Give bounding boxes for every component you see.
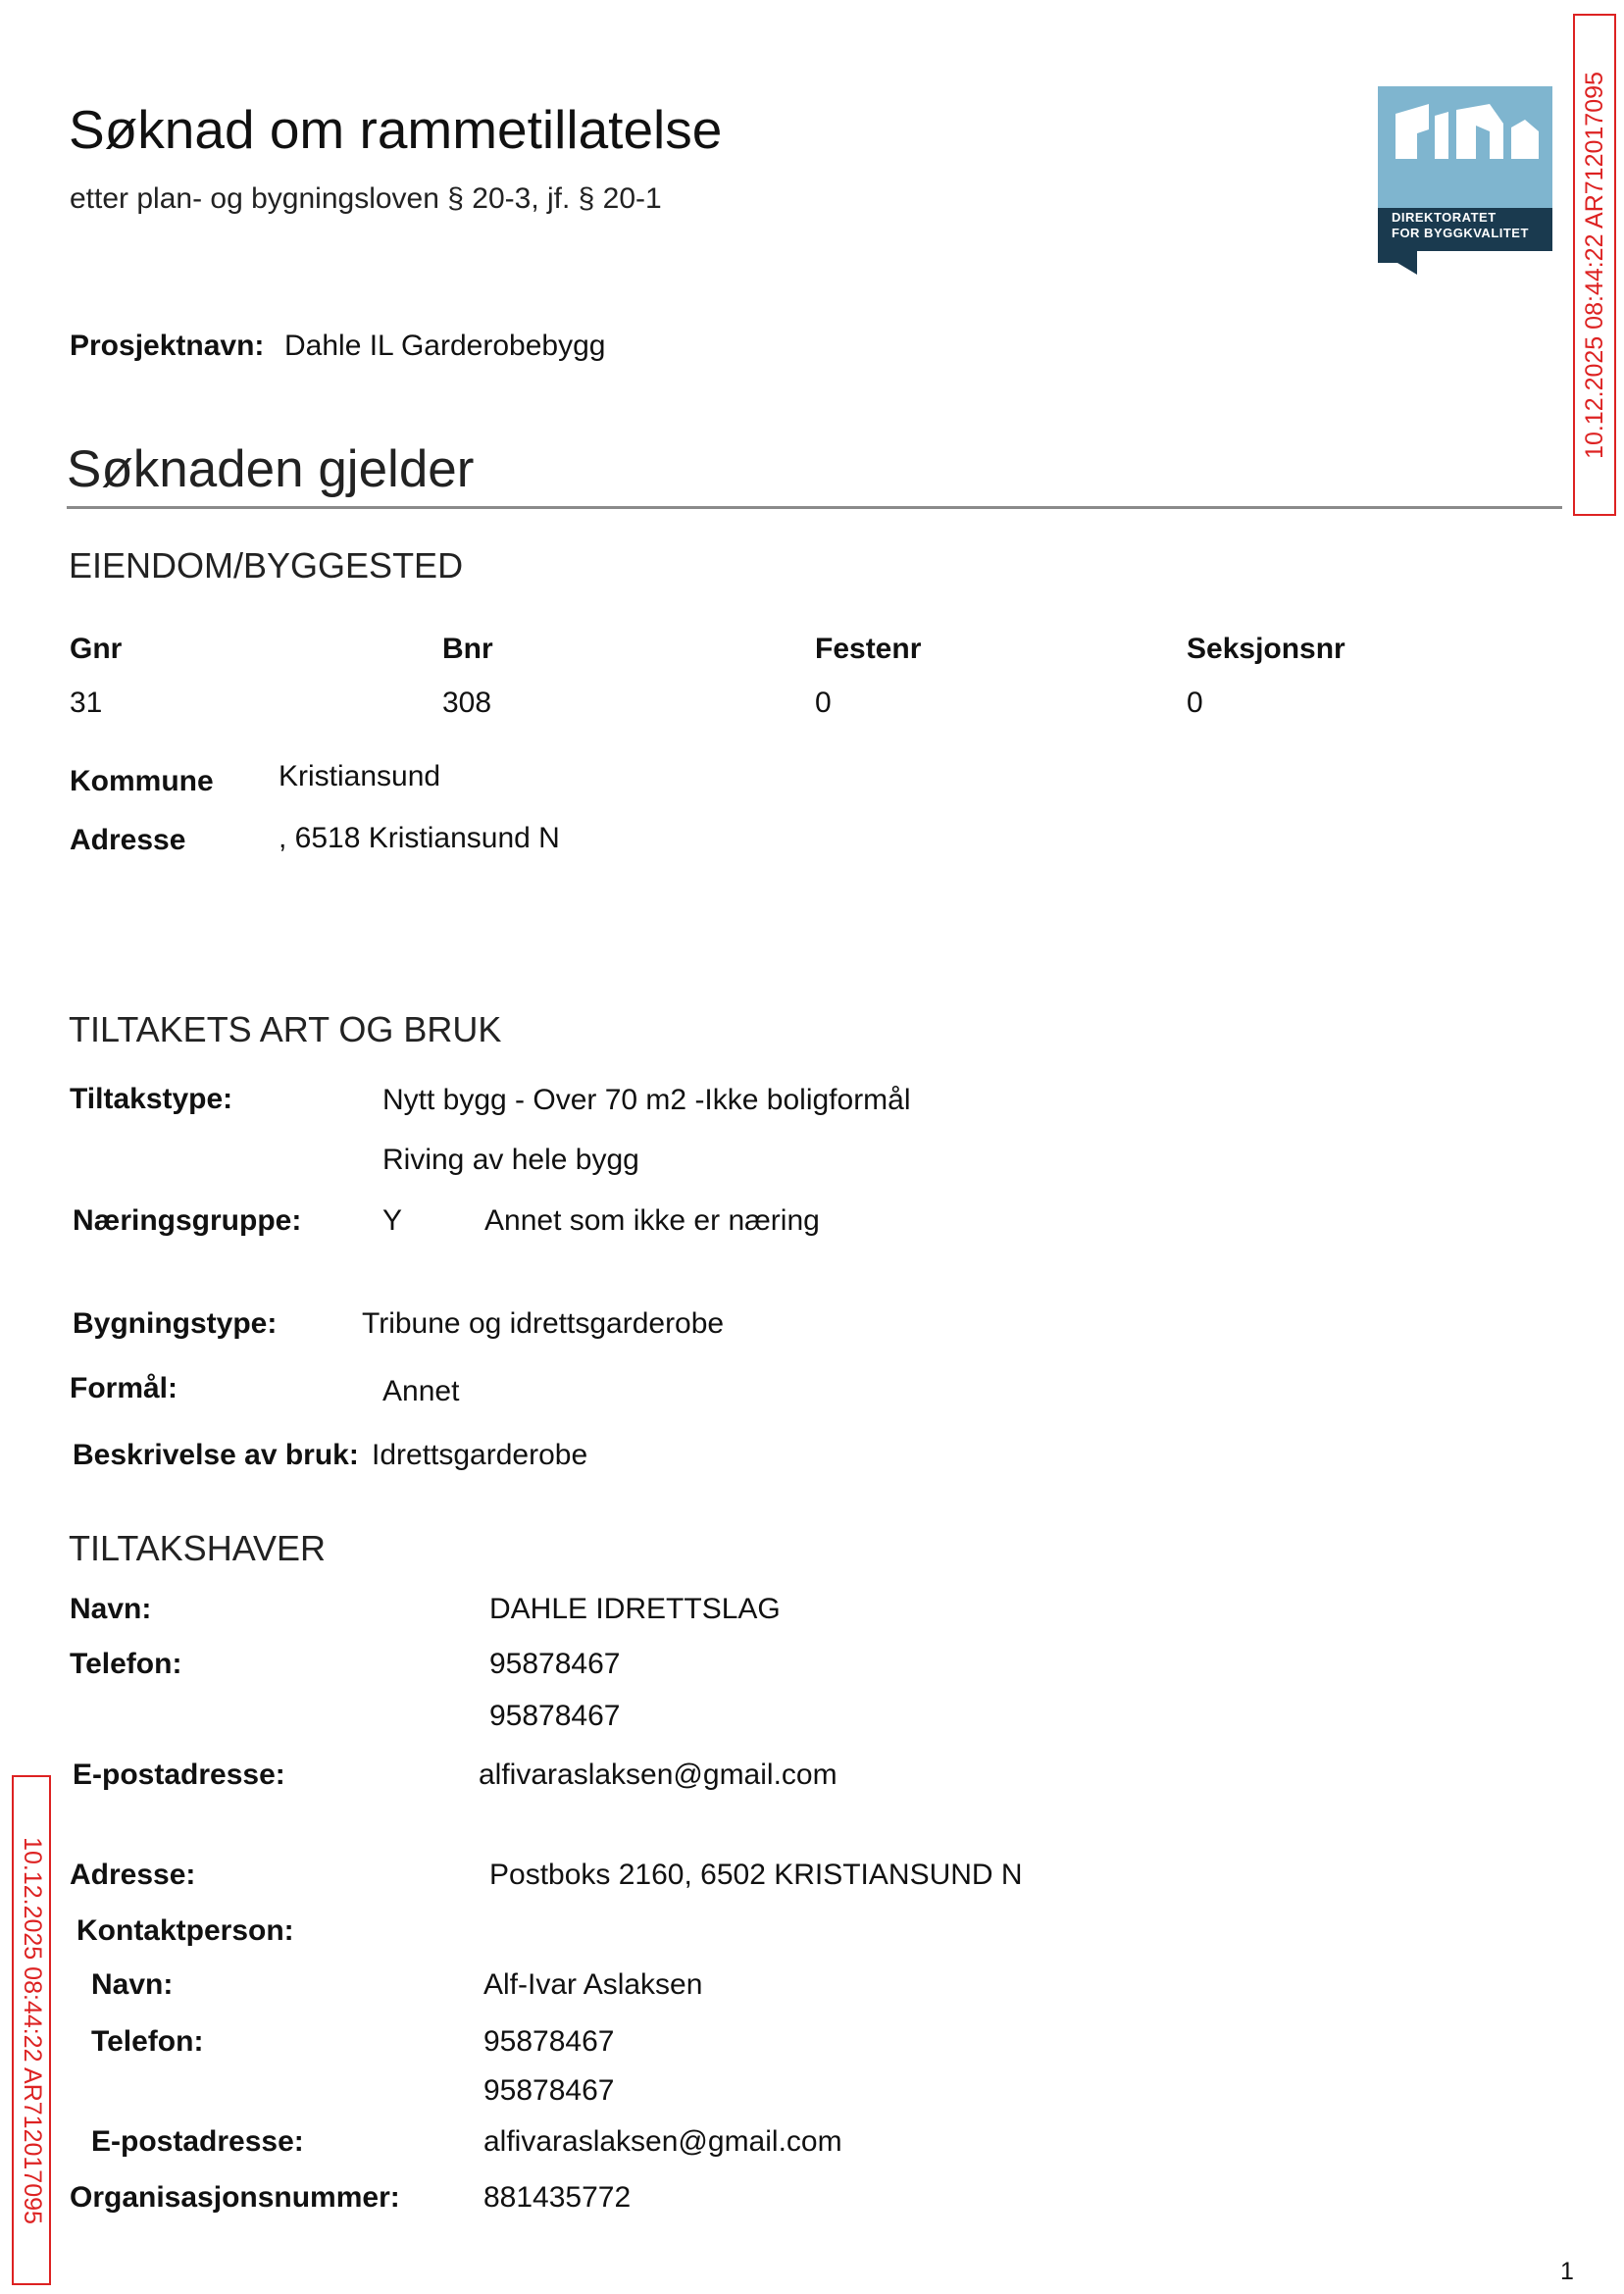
bygningstype-value: Tribune og idrettsgarderobe [362, 1307, 725, 1340]
tiltakshaver-telefon-value-2: 95878467 [489, 1700, 621, 1732]
project-value: Dahle IL Garderobebygg [284, 330, 606, 362]
tiltakshaver-navn-label: Navn: [70, 1593, 152, 1625]
kontakt-navn-label: Navn: [91, 1968, 174, 2001]
kontakt-telefon-value-2: 95878467 [483, 2074, 615, 2107]
kontaktperson-label: Kontaktperson: [76, 1914, 294, 1947]
tiltakshaver-adresse-value: Postboks 2160, 6502 KRISTIANSUND N [489, 1859, 1023, 1891]
festenr-value: 0 [815, 687, 832, 719]
tiltakshaver-epost-value: alfivaraslaksen@gmail.com [479, 1759, 837, 1791]
seksjonsnr-value: 0 [1187, 687, 1203, 719]
section-divider [67, 506, 1562, 509]
bygningstype-label: Bygningstype: [73, 1307, 278, 1340]
kontakt-telefon-value-1: 95878467 [483, 2025, 615, 2058]
kontakt-navn-value: Alf-Ivar Aslaksen [483, 1968, 703, 2001]
festenr-label: Festenr [815, 633, 922, 665]
adresse-value: , 6518 Kristiansund N [279, 822, 560, 854]
bnr-label: Bnr [442, 633, 493, 665]
tiltakshaver-epost-label: E-postadresse: [73, 1759, 285, 1791]
tiltak-heading: TILTAKETS ART OG BRUK [69, 1009, 502, 1049]
kontakt-epost-label: E-postadresse: [91, 2125, 304, 2158]
date-stamp-text: 10.12.2025 08:44:22 AR712017095 [1580, 71, 1608, 459]
eiendom-heading: EIENDOM/BYGGESTED [69, 545, 464, 586]
naeringsgruppe-value: Annet som ikke er næring [484, 1204, 820, 1237]
project-label: Prosjektnavn: [70, 330, 265, 362]
naeringsgruppe-code: Y [382, 1204, 403, 1237]
date-stamp-left [12, 1775, 51, 2285]
tiltakshaver-telefon-value-1: 95878467 [489, 1648, 621, 1680]
dibk-logo-icon [1378, 86, 1552, 275]
org-value: 881435772 [483, 2181, 632, 2214]
page-number: 1 [1560, 2258, 1574, 2285]
kommune-label: Kommune [70, 765, 214, 797]
section-title: Søknaden gjelder [67, 440, 475, 498]
formaal-value: Annet [382, 1375, 460, 1407]
logo-text-line2: FOR BYGGKVALITET [1392, 226, 1529, 240]
logo-text-line1: DIREKTORATET [1392, 210, 1497, 225]
org-label: Organisasjonsnummer: [70, 2181, 400, 2214]
beskrivelse-label: Beskrivelse av bruk: [73, 1439, 359, 1471]
tiltakshaver-telefon-label: Telefon: [70, 1648, 182, 1680]
tiltakshaver-heading: TILTAKSHAVER [69, 1528, 327, 1568]
tiltakshaver-adresse-label: Adresse: [70, 1859, 196, 1891]
kommune-value: Kristiansund [279, 760, 441, 792]
gnr-value: 31 [70, 687, 103, 719]
dibk-logo [1378, 86, 1552, 275]
tiltakstype-value-1: Nytt bygg - Over 70 m2 -Ikke boligformål [382, 1084, 911, 1116]
kontakt-telefon-label: Telefon: [91, 2025, 204, 2058]
gnr-label: Gnr [70, 633, 123, 665]
tiltakstype-label: Tiltakstype: [70, 1083, 233, 1115]
date-stamp-text: 10.12.2025 08:44:22 AR712017095 [18, 1836, 46, 2224]
beskrivelse-value: Idrettsgarderobe [372, 1439, 588, 1471]
date-stamp-right [1573, 14, 1616, 516]
naeringsgruppe-label: Næringsgruppe: [73, 1204, 302, 1237]
page-subtitle: etter plan- og bygningsloven § 20-3, jf. § 20-1 [70, 182, 662, 215]
bnr-value: 308 [442, 687, 492, 719]
seksjonsnr-label: Seksjonsnr [1187, 633, 1345, 665]
tiltakstype-value-2: Riving av hele bygg [382, 1144, 639, 1176]
formaal-label: Formål: [70, 1372, 178, 1404]
page-title: Søknad om rammetillatelse [69, 99, 723, 160]
adresse-label: Adresse [70, 824, 186, 856]
tiltakshaver-navn-value: DAHLE IDRETTSLAG [489, 1593, 781, 1625]
kontakt-epost-value: alfivaraslaksen@gmail.com [483, 2125, 842, 2158]
